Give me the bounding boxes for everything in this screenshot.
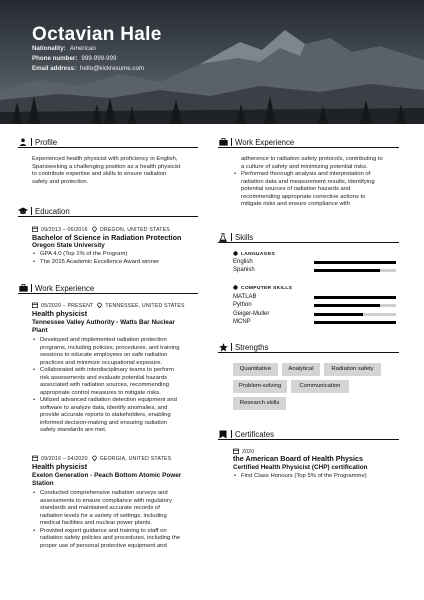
work-bullets	[32, 337, 208, 435]
list-item	[32, 367, 208, 397]
skill-name: Spanish	[233, 267, 255, 273]
skill-bar-track	[314, 304, 396, 307]
skill-bar-fill	[314, 261, 396, 264]
certificates-section-header	[218, 429, 399, 440]
education-dates: 09/2013 – 06/2016	[41, 227, 88, 233]
skill-bar-fill	[314, 296, 396, 299]
bullet-line: standards and maintained accurate records of	[40, 505, 160, 511]
bullet-line: informed decision-making and ensuring radiation	[40, 419, 168, 426]
bullet-line: radiation levels for a variety of settings, including	[40, 512, 167, 519]
profile-text-line: to contribute expertise and skills to ensure radiation	[32, 171, 167, 178]
section-divider	[31, 207, 32, 215]
work-bullets	[32, 490, 208, 550]
graduation-cap-icon	[18, 206, 28, 216]
skill-bar-track	[314, 269, 396, 272]
list-item	[233, 156, 405, 171]
computer-skills-label-text: COMPUTER SKILLS	[241, 286, 293, 291]
flask-icon	[218, 232, 228, 242]
bullet-line: adherence to radiation safety protocols, contributing to	[241, 156, 383, 162]
bullet-line: • Utilized advanced radiation detection equipment and	[40, 397, 177, 403]
bullet-line: radiation safety policies and procedures, including the	[40, 535, 181, 541]
work-org-line: Station	[32, 479, 54, 487]
skill-bar-track	[314, 313, 396, 316]
bullet-line: software to analyze data, identify anomalies, and	[40, 404, 168, 411]
work-org-line: Exelon Generation - Peach Bottom Atomic Power	[32, 472, 182, 479]
strength-tag: Quantitative	[233, 363, 278, 376]
phone-value: 999-999-999	[81, 55, 117, 62]
bullet-line: sessions to educate employees on safe radiation	[40, 352, 168, 358]
bullet-line: assessments to ensure compliance with regulatory	[40, 497, 172, 504]
nationality-value: American	[69, 45, 96, 52]
bullet-line: proper use of personal protective equipment and	[40, 542, 167, 549]
skills-section-header	[218, 232, 399, 243]
location-pin-icon	[97, 302, 102, 310]
email-value[interactable]: hello@kickresume.com	[80, 65, 145, 72]
work-dates: 09/2016 – 04/2020	[41, 456, 88, 462]
work-title: Health physicist	[32, 462, 88, 471]
header-banner	[0, 0, 424, 124]
chevron-icon	[233, 251, 238, 258]
skill-name: Python	[233, 302, 252, 308]
bullet-line: appropriate control measures to mitigate risks.	[40, 389, 161, 396]
section-divider	[31, 138, 32, 146]
certificate-name: Certified Health Physicist (CHP) certification	[233, 464, 368, 471]
list-item	[32, 528, 208, 551]
languages-label	[233, 251, 275, 258]
list-item: • The 2015 Academic Excellence Award winner	[32, 259, 202, 267]
section-divider	[31, 284, 32, 292]
work-continued-section-header	[218, 137, 399, 148]
star-icon	[218, 342, 228, 352]
work-continued-bullets	[233, 156, 405, 209]
nationality-label: Nationality:	[32, 45, 66, 52]
profile-heading: Profile	[35, 137, 58, 147]
bullet-line: • Collaborated with interdisciplinary teams to perform	[40, 367, 174, 373]
skill-row-english	[233, 258, 397, 266]
list-item	[32, 490, 208, 528]
work-location: GEORGIA, UNITED STATES	[99, 456, 172, 462]
work-continued-heading: Work Experience	[235, 137, 295, 147]
skill-bar-fill	[314, 304, 380, 307]
bullet-line: • Provided expert guidance and training to staff on	[40, 527, 167, 534]
strengths-heading: Strengths	[235, 342, 269, 352]
skills-heading: Skills	[235, 232, 254, 242]
education-bullets	[32, 251, 202, 266]
list-item	[233, 171, 405, 209]
section-divider	[231, 138, 232, 146]
bullet-line: • Conducted comprehensive radiation surveys and	[40, 490, 168, 496]
strength-tag: Problem-solving	[233, 380, 287, 393]
work-title: Health physicist	[32, 309, 88, 318]
briefcase-icon	[18, 283, 28, 293]
strengths-section-header	[218, 342, 399, 353]
bullet-line: practices and minimize occupational exposure.	[40, 359, 163, 366]
bullet-line: associated with radiation sources, recommending	[40, 382, 170, 388]
bullet-line: mitigate risks and ensure compliance with	[241, 201, 351, 207]
bullet-line: • Developed and implemented radiation protection	[40, 337, 167, 343]
email-label: Email address:	[32, 65, 77, 72]
work-heading: Work Experience	[35, 283, 95, 293]
candidate-name: Octavian Hale	[32, 24, 162, 45]
education-degree: Bachelor of Science in Radiation Protection	[32, 233, 182, 242]
bullet-line: programs, including policies, procedures, and training	[40, 344, 180, 351]
education-school: Oregon State University	[32, 242, 105, 249]
person-icon	[18, 137, 28, 147]
skill-bar-track	[314, 261, 396, 264]
bullet-line: potential sources of radiation hazards and	[241, 186, 351, 192]
skill-bar-fill	[314, 321, 396, 324]
phone-label: Phone number:	[32, 55, 78, 62]
strength-tag: Communication	[291, 380, 349, 393]
skill-name: English	[233, 259, 253, 265]
strength-tag: Analytical	[282, 363, 320, 376]
bullet-line: safety standards are met.	[40, 427, 107, 433]
certificate-bullets	[233, 473, 403, 481]
profile-text-line: Experienced health physicist with proficiency in English,	[32, 156, 178, 162]
certificates-heading: Certificates	[235, 429, 274, 439]
skill-name: MATLAB	[233, 294, 257, 300]
languages-label-text: LANGUAGES	[241, 252, 275, 257]
section-divider	[231, 430, 232, 438]
profile-text	[32, 156, 202, 186]
list-item	[32, 397, 208, 435]
skill-bar-fill	[314, 269, 380, 272]
profile-text-line: safety and protection.	[32, 178, 89, 185]
education-heading: Education	[35, 206, 70, 216]
certificate-icon	[218, 429, 228, 439]
education-location: OREGON, UNITED STATES	[99, 227, 170, 233]
work-location: TENNESSEE, UNITED STATES	[105, 303, 185, 309]
profile-text-line: Spaniseeking a challenging position as a health physicist	[32, 163, 181, 170]
work-section-header	[18, 283, 198, 294]
skill-bar-track	[314, 296, 396, 299]
bullet-line: provide accurate reports to stakeholders, enabling	[40, 412, 171, 418]
list-item: • First Class Honours (Top 5% of the Programme)	[233, 473, 403, 481]
briefcase-icon	[218, 137, 228, 147]
bullet-line: recommending appropriate corrective actions to	[241, 193, 366, 200]
bullet-line: medical facilities and nuclear power plants.	[40, 520, 152, 526]
bullet-line: • Performed thorough analysis and interpretation of	[241, 171, 371, 177]
list-item: • GPA 4.0 (Top 1% of the Program)	[32, 251, 202, 259]
certificate-year: 2020	[242, 449, 255, 455]
phone-line	[32, 55, 116, 62]
skill-name: Geiger-Muller	[233, 311, 270, 317]
work-org	[32, 319, 202, 334]
profile-section-header	[18, 137, 198, 148]
computer-skills-label	[233, 285, 292, 292]
email-line	[32, 65, 144, 72]
section-divider	[231, 233, 232, 241]
location-pin-icon	[92, 455, 97, 463]
strength-tag: Research skills	[233, 397, 286, 410]
skill-row-geiger-muller	[233, 310, 397, 318]
work-org	[32, 472, 202, 487]
skill-row-python	[233, 301, 397, 309]
education-section-header	[18, 206, 198, 217]
mountain-landscape-image	[0, 0, 424, 124]
bullet-line: radiation data and measurement results, identifying	[241, 178, 375, 185]
skill-row-matlab	[233, 293, 397, 301]
list-item	[32, 337, 208, 367]
skill-bar-track	[314, 321, 396, 324]
certificate-issuer: the American Board of Health Physics	[233, 454, 363, 463]
work-org-line: Tennessee Valley Authority - Watts Bar Nuclear	[32, 319, 175, 326]
section-divider	[231, 343, 232, 351]
skill-bar-fill	[314, 313, 363, 316]
work-dates: 05/2020 – PRESENT	[41, 303, 94, 309]
work-org-line: Plant	[32, 326, 48, 334]
bullet-line: risk assessments and evaluate potential hazards	[40, 374, 168, 381]
skill-row-mcnp	[233, 318, 397, 326]
nationality-line	[32, 45, 96, 52]
skill-name: MCNP	[233, 319, 251, 325]
bullet-line: a culture of safety and minimizing potential risks.	[241, 163, 368, 170]
skill-row-spanish	[233, 266, 397, 274]
chevron-icon	[233, 285, 238, 292]
strength-tag: Radiation safety	[324, 363, 381, 376]
